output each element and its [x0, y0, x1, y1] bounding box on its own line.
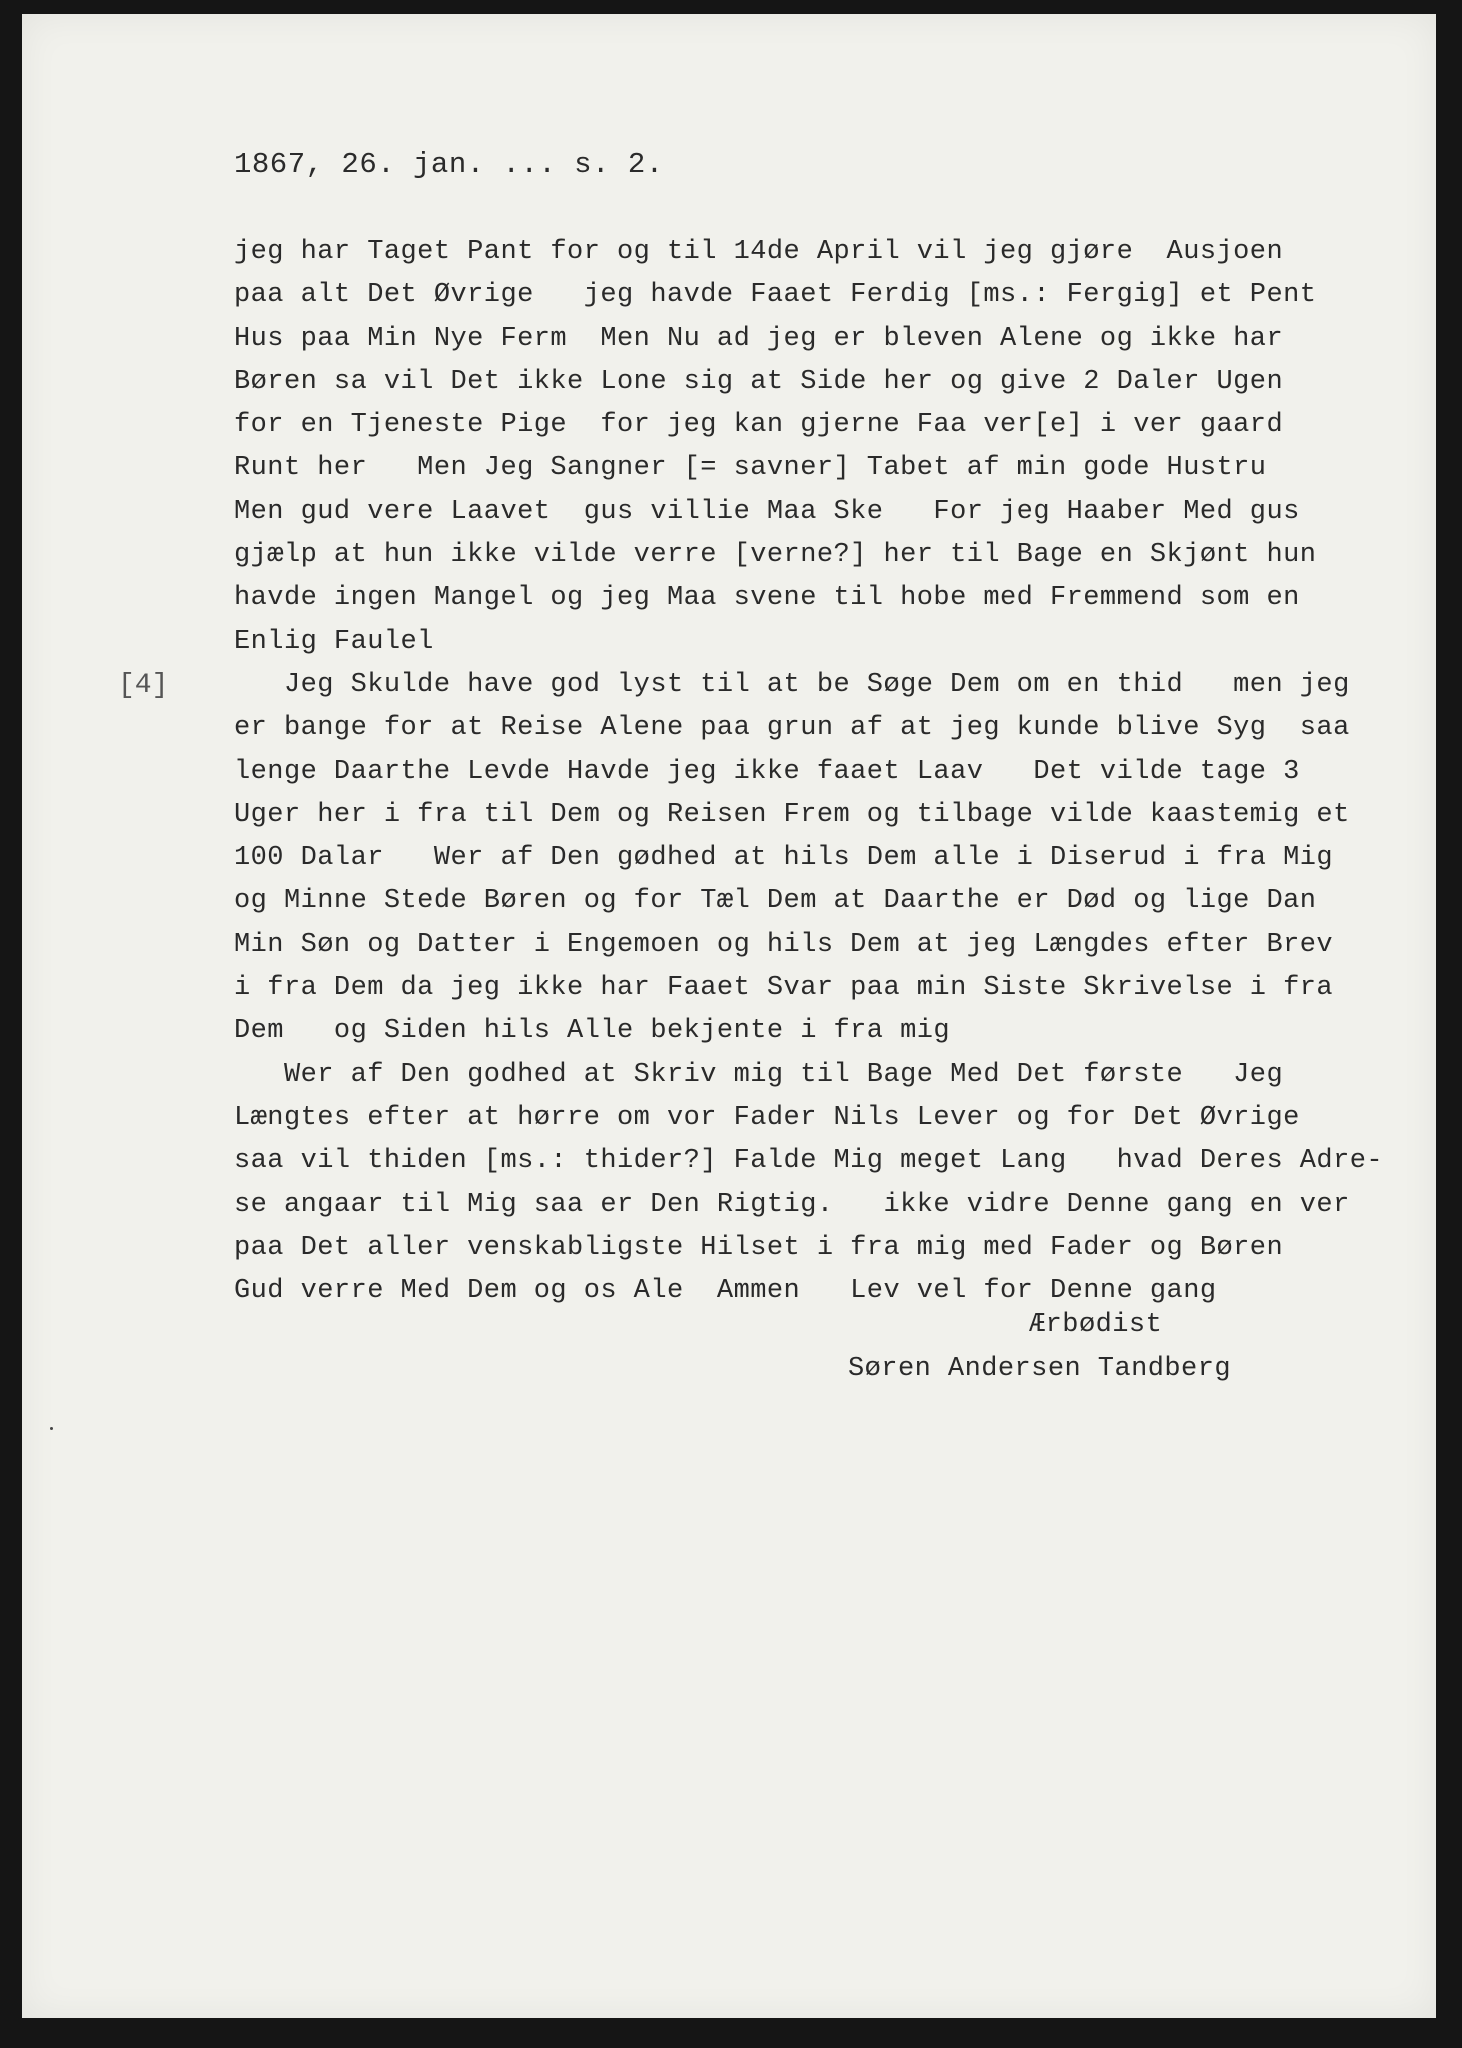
text-line: Hus paa Min Nye Ferm Men Nu ad jeg er bleven Alene og ikke har	[234, 323, 1284, 354]
text-line: Runt her Men Jeg Sangner [= savner] Tabet af min gode Hustru	[234, 453, 1267, 484]
text-line: gjælp at hun ikke vilde verre [verne?] her til Bage en Skjønt hun	[234, 540, 1317, 571]
text-line: Min Søn og Datter i Engemoen og hils Dem at jeg Længdes efter Brev	[234, 929, 1334, 960]
text-line: havde ingen Mangel og jeg Maa svene til hobe med Fremmend som en	[234, 583, 1300, 614]
text-line: se angaar til Mig saa er Den Rigtig. ikke vidre Denne gang en ver	[234, 1189, 1350, 1220]
document-page	[22, 14, 1436, 2018]
text-line: Dem og Siden hils Alle bekjente i fra mig	[234, 1016, 951, 1047]
signature-name: Søren Andersen Tandberg	[848, 1354, 1232, 1384]
text-line: for en Tjeneste Pige for jeg kan gjerne Faa ver[e] i ver gaard	[234, 410, 1284, 441]
letter-body	[234, 231, 1444, 1313]
text-line: Børen sa vil Det ikke Lone sig at Side her og give 2 Daler Ugen	[234, 366, 1284, 397]
text-line: paa alt Det Øvrige jeg havde Faaet Ferdig [ms.: Fergig] et Pent	[234, 280, 1317, 311]
text-line: jeg har Taget Pant for og til 14de April vil jeg gjøre Ausjoen	[234, 237, 1284, 267]
text-line: 100 Dalar Wer af Den gødhed at hils Dem alle i Diserud i fra Mig	[234, 843, 1334, 874]
margin-page-marker: [4]	[118, 670, 169, 701]
text-line: Men gud vere Laavet gus villie Maa Ske For jeg Haaber Med gus	[234, 496, 1300, 527]
closing-salutation: Ærbødist	[1029, 1310, 1163, 1340]
text-line: paa Det aller venskabligste Hilset i fra mig med Fader og Børen	[234, 1232, 1284, 1263]
text-line: er bange for at Reise Alene paa grun af at jeg kunde blive Syg saa	[234, 713, 1350, 744]
text-line: i fra Dem da jeg ikke har Faaet Svar paa min Siste Skrivelse i fra	[234, 973, 1334, 1004]
text-line: Enlig Faulel	[234, 626, 434, 657]
page-header: 1867, 26. jan. ... s. 2.	[234, 148, 664, 181]
text-line: Wer af Den godhed at Skriv mig til Bage Med Det første Jeg	[234, 1059, 1284, 1090]
paper-speck	[50, 1427, 53, 1430]
text-line: saa vil thiden [ms.: thider?] Falde Mig meget Lang hvad Deres Adre-	[234, 1146, 1384, 1177]
text-line: lenge Daarthe Levde Havde jeg ikke faaet Laav Det vilde tage 3	[234, 756, 1300, 787]
text-line: og Minne Stede Børen og for Tæl Dem at Daarthe er Død og lige Dan	[234, 886, 1317, 917]
text-line: Jeg Skulde have god lyst til at be Søge Dem om en thid men jeg	[234, 669, 1350, 700]
text-line: Længtes efter at hørre om vor Fader Nils Lever og for Det Øvrige	[234, 1102, 1300, 1133]
text-line: Uger her i fra til Dem og Reisen Frem og tilbage vilde kaastemig et	[234, 799, 1350, 830]
text-line: Gud verre Med Dem og os Ale Ammen Lev vel for Denne gang	[234, 1276, 1217, 1307]
